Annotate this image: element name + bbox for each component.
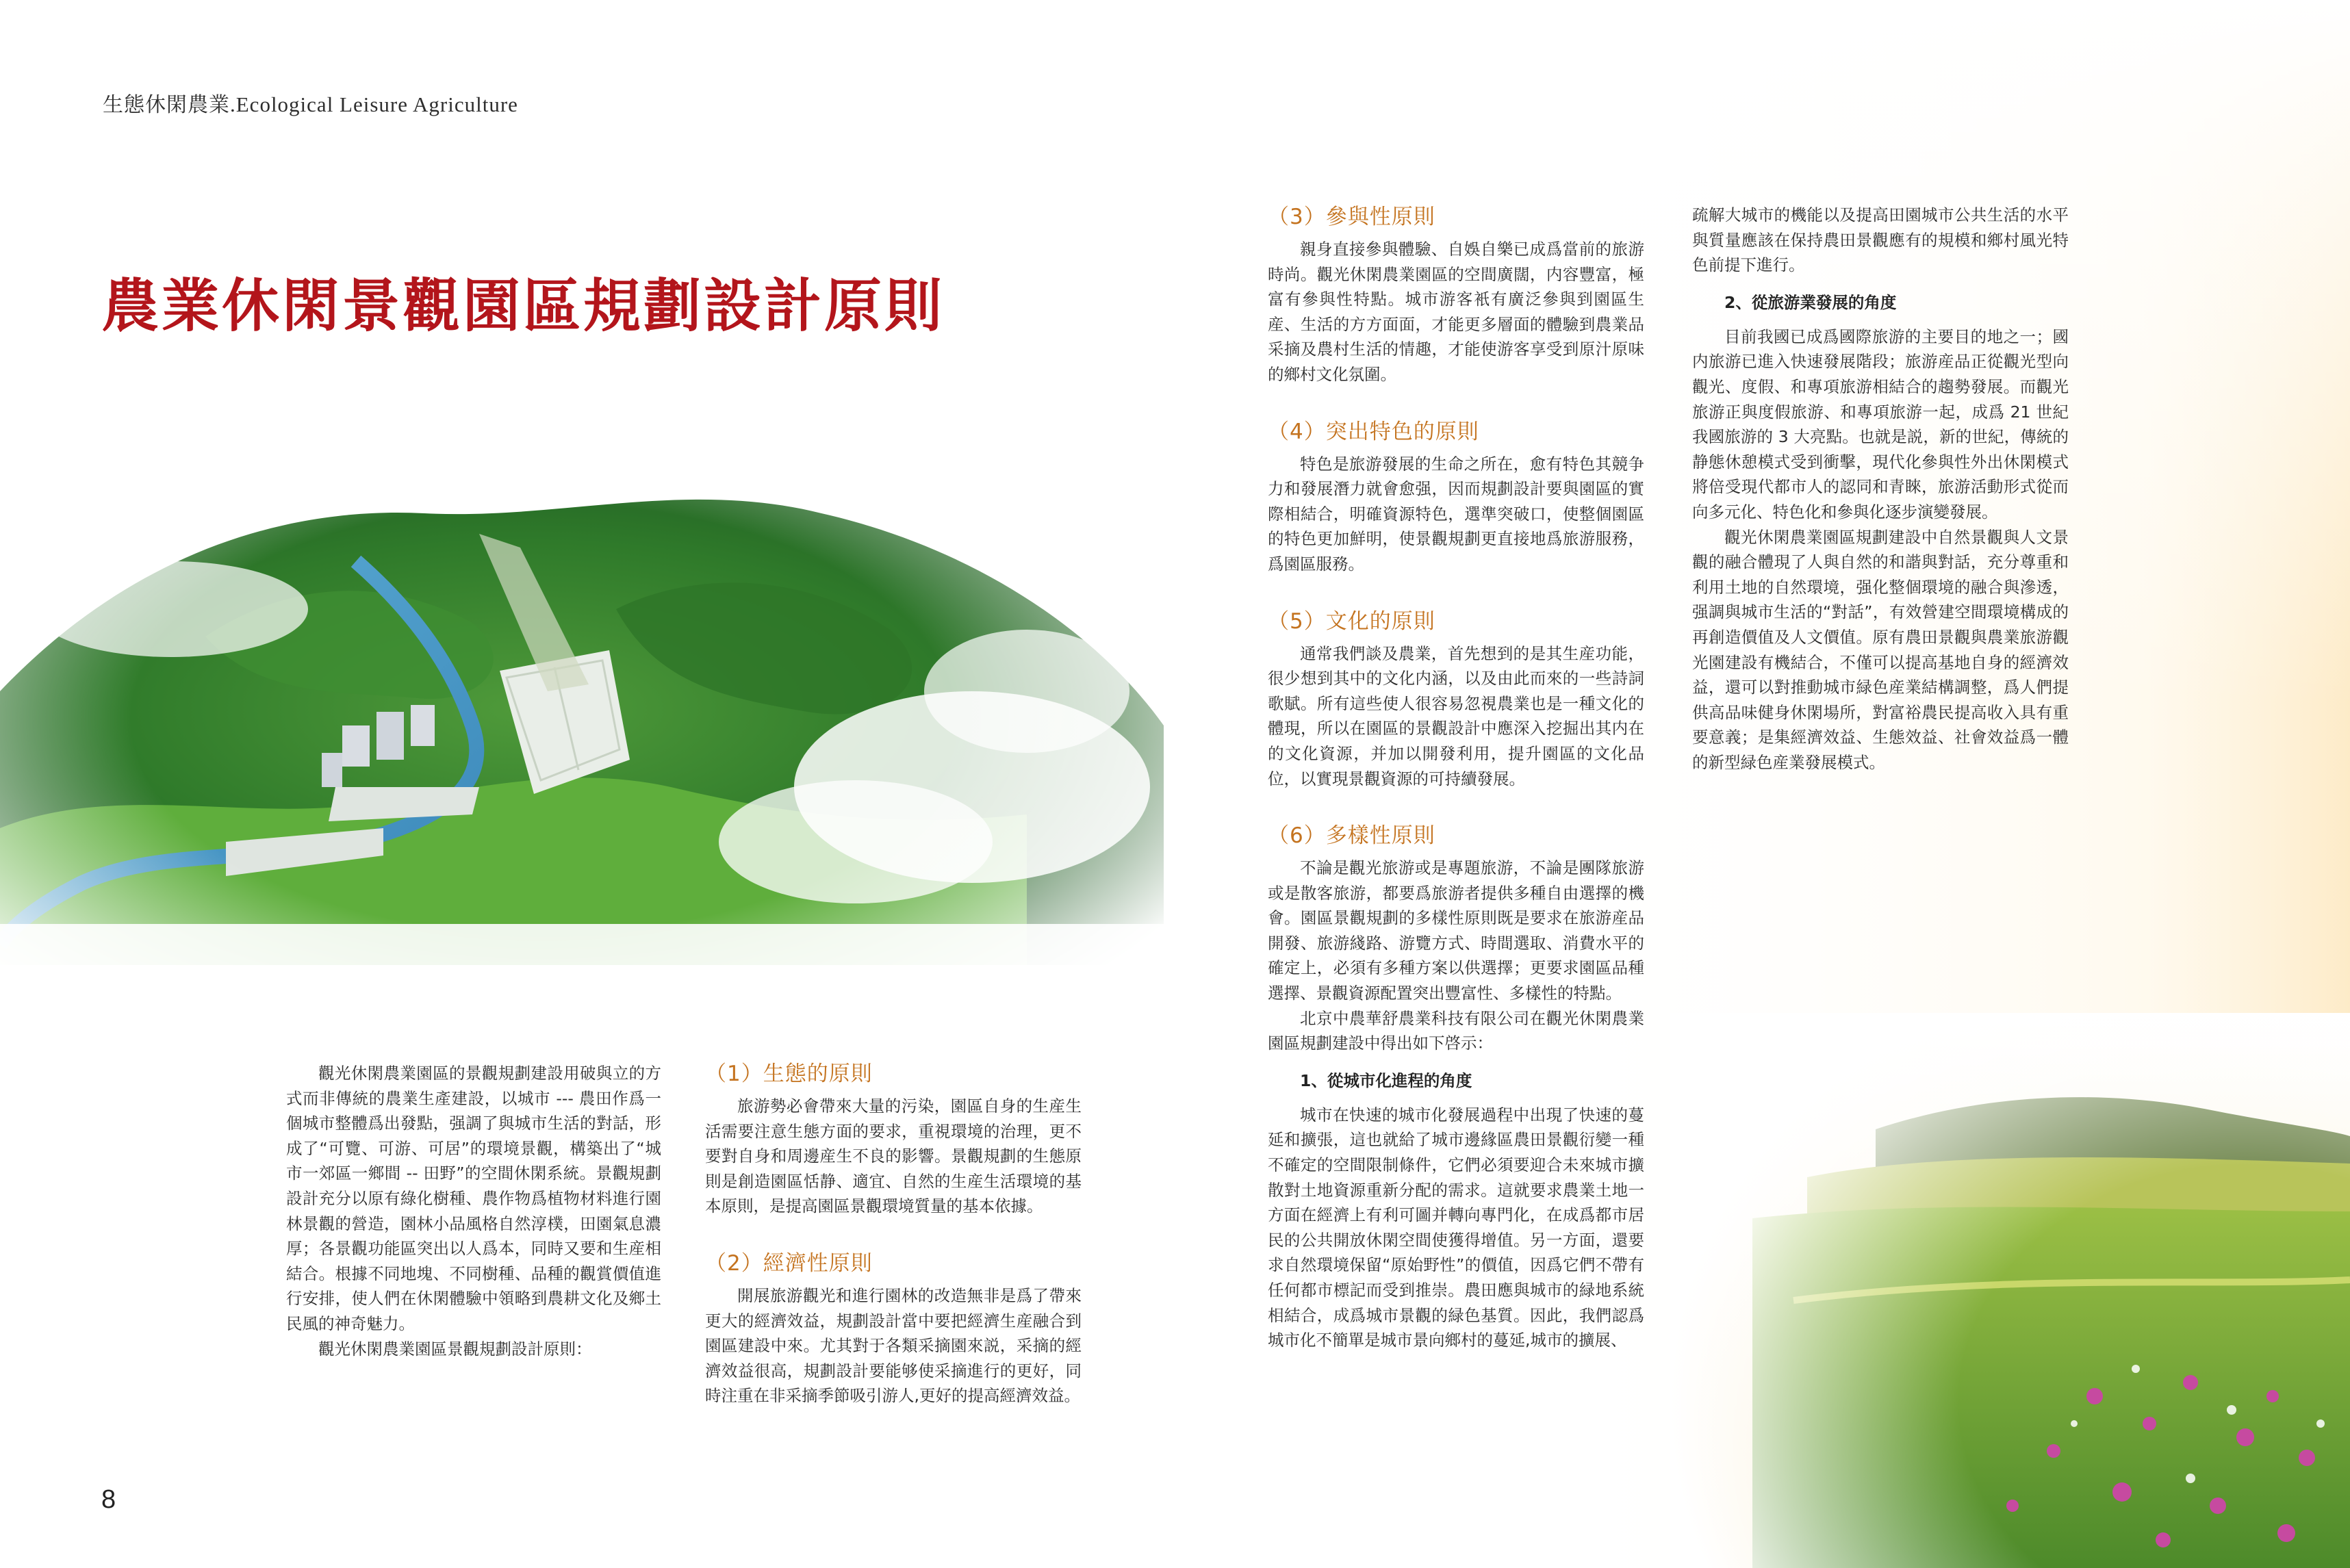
intro-paragraph: 觀光休閑農業園區的景觀規劃建設用破與立的方式而非傳統的農業生產建設，以城市 --- 農田作爲一個城市整體爲出發點，强調了與城市生活的對話，形成了“可覽、可游、可居”的環境景觀，構築出了“城市一郊區一鄉間 -- 田野”的空間休閑系統。景觀規劃設計充分以原有綠化樹種、農作物爲植物材料進行園林景觀的營造，園林小品風格自然淳樸，田園氣息濃厚；各景觀功能區突出以人爲本，同時又要和生産相結合。根據不同地塊、不同樹種、品種的觀賞價值進行安排，使人們在休閑體驗中領略到農耕文化及鄉土民風的神奇魅力。 — [286, 1064, 661, 1333]
principles-column-1 — [705, 1059, 1082, 1409]
intro-column — [286, 1061, 661, 1361]
section-heading-culture: （5）文化的原則 — [1268, 608, 1435, 634]
running-header — [103, 88, 518, 118]
section-heading-features: （4）突出特色的原則 — [1268, 419, 1479, 444]
subsection-body-tourism: 目前我國已成爲國際旅游的主要目的地之一；國内旅游已進入快速發展階段；旅游産品正從觀光型向觀光、度假、和專項旅游相結合的趨勢發展。而觀光旅游正與度假旅游、和專項旅游一起，成爲 21 世紀我國旅游的 3 大亮點。也就是説，新的世紀，傳統的静態休憩模式受到衝擊，現代化參與性外出休閑模式將倍受現代都市人的認同和青睞，旅游活動形式從而向多元化、特色化和參與化逐步演變發展。 — [1692, 326, 2069, 522]
aerial-park-illustration — [0, 404, 1205, 1033]
section-body-insight: 北京中農華舒農業科技有限公司在觀光休閑農業園區規劃建設中得出如下啓示： — [1268, 1008, 1644, 1053]
section-body-economy: 開展旅游觀光和進行園林的改造無非是爲了帶來更大的經濟效益，規劃設計當中要把經濟生産融合到園區建設中來。尤其對于各類采摘園來説，采摘的經濟效益很高，規劃設計要能够使采摘進行的更好，同時注重在非采摘季節吸引游人,更好的提高經濟效益。 — [705, 1285, 1082, 1406]
urbanization-continued: 疏解大城市的機能以及提高田園城市公共生活的水平與質量應該在保持農田景觀應有的規模和鄉村風光特色前提下進行。 — [1692, 205, 2069, 275]
page-title: 農業休閑景觀園區規劃設計原則 — [101, 272, 945, 339]
section-heading-participation: （3）參與性原則 — [1268, 205, 1435, 229]
section-body-participation: 親身直接參與體驗、自娛自樂已成爲當前的旅游時尚。觀光休閑農業園區的空間廣闊，内容豐富，極富有參與性特點。城市游客衹有廣泛參與到園區生産、生活的方方面面，才能更多層面的體驗到農業品采摘及農村生活的情趣，才能使游客享受到原汁原味的鄉村文化氛圍。 — [1268, 240, 1644, 384]
subheading-tourism: 2、從旅游業發展的角度 — [1724, 292, 1897, 312]
subsection-body-integration: 觀光休閑農業園區規劃建設中自然景觀與人文景觀的融合體現了人與自然的和諧與對話，充分尊重和利用土地的自然環境，强化整個環境的融合與滲透，强調與城市生活的“對話”，有效營建空間環境構成的再創造價值及人文價值。原有農田景觀與農業旅游觀光園建設有機結合，不僅可以提高基地自身的經濟效益，還可以對推動城市緑色産業結構調整，爲人們提供高品味健身休閑場所，對富裕農民提高收入具有重要意義；是集經濟效益、生態效益、社會效益爲一體的新型緑色産業發展模式。 — [1692, 527, 2069, 772]
section-body-ecology: 旅游勢必會帶來大量的污染，園區自身的生産生活需要注意生態方面的要求，重視環境的治理，更不要對自身和周邊産生不良的影響。景觀規劃的生態原則是創造園區恬静、適宜、自然的生産生活環境的基本原則，是提高園區景觀環境質量的基本依據。 — [705, 1096, 1082, 1216]
section-heading-economy: （2）經濟性原則 — [705, 1250, 873, 1276]
section-body-features: 特色是旅游發展的生命之所在，愈有特色其競争力和發展潛力就會愈强，因而規劃設計要與園區的實際相結合，明確資源特色，選準突破口，使整個園區的特色更加鮮明，使景觀規劃更直接地爲旅游服務，爲園區服務。 — [1268, 454, 1644, 574]
principles-column-3 — [1692, 203, 2069, 775]
subsection-body-urbanization: 城市在快速的城市化發展過程中出現了快速的蔓延和擴張，這也就給了城市邊緣區農田景觀衍變一種不確定的空間限制條件，它們必須要迎合未來城市擴散對土地資源重新分配的需求。這就要求農業土地一方面在經濟上有利可圖并轉向專門化，在成爲都市居民的公共開放休閑空間使獲得增值。另一方面，還要求自然環境保留“原始野性”的價值，因爲它們不帶有任何都市標記而受到推崇。農田應與城市的緑地系統相結合，成爲城市景觀的緑色基質。因此，我們認爲城市化不簡單是城市景向鄉村的蔓延,城市的擴展、 — [1268, 1105, 1644, 1350]
header-chinese: 生態休閑農業 — [103, 93, 230, 117]
subheading-urbanization: 1、從城市化進程的角度 — [1300, 1070, 1472, 1090]
intro-lead-in: 觀光休閑農業園區景觀規劃設計原則： — [318, 1339, 592, 1359]
section-body-diversity: 不論是觀光旅游或是專題旅游，不論是團隊旅游或是散客旅游，都要爲旅游者提供多種自由選擇的機會。園區景觀規劃的多樣性原則既是要求在旅游産品開發、旅游綫路、游覽方式、時間選取、消費水平的確定上，必須有多種方案以供選擇；更要求園區品種選擇、景觀資源配置突出豐富性、多樣性的特點。 — [1268, 858, 1644, 1003]
meadow-photo — [1670, 1013, 2350, 1568]
page-number: 8 — [101, 1485, 116, 1514]
section-heading-diversity: （6）多樣性原則 — [1268, 823, 1435, 849]
section-body-culture: 通常我們談及農業，首先想到的是其生産功能，很少想到其中的文化内涵，以及由此而來的一些詩詞歌賦。所有這些使人很容易忽視農業也是一種文化的體現，所以在園區的景觀設計中應深入挖掘出其内在的文化資源，并加以開發利用，提升園區的文化品位，以實現景觀資源的可持續發展。 — [1268, 643, 1644, 788]
section-heading-ecology: （1）生態的原則 — [705, 1062, 873, 1086]
header-english: .Ecological Leisure Agriculture — [230, 92, 518, 116]
principles-column-2 — [1268, 203, 1644, 1353]
